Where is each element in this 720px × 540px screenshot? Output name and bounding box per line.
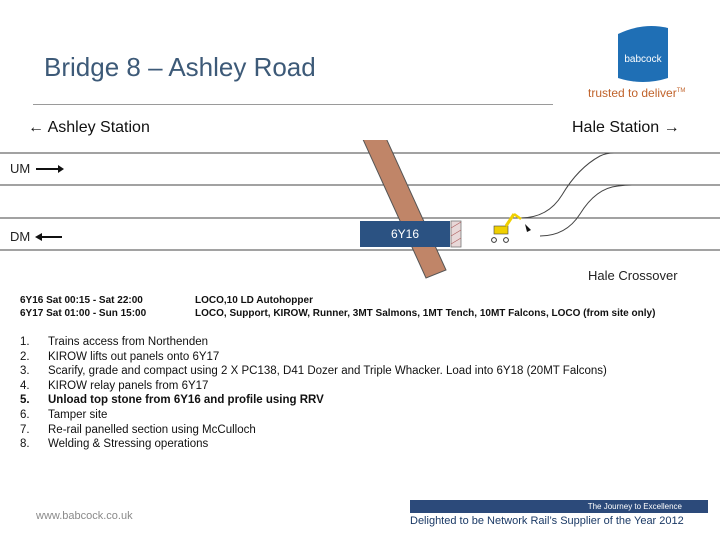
left-station-label: ← Ashley Station [28, 119, 150, 136]
train-consist: LOCO,10 LD Autohopper [195, 295, 313, 306]
title-divider [33, 104, 553, 105]
slide-title: Bridge 8 – Ashley Road [44, 52, 316, 82]
step-number: 1. [20, 336, 30, 348]
train-code: 6Y16 Sat 00:15 - Sat 22:00 [20, 295, 143, 306]
list-item [20, 379, 607, 394]
footer-banner [410, 500, 708, 513]
banner-bottom-text: Delighted to be Network Rail’s Supplier of the Year 2012 [410, 515, 684, 527]
right-station-label: Hale Station → [572, 119, 680, 136]
crossover-label: Hale Crossover [588, 268, 678, 283]
step-text: Trains access from Northenden [48, 336, 209, 348]
step-text: Re-rail panelled section using McCulloch [48, 423, 256, 436]
track-diagram [0, 140, 720, 300]
train-box-label: 6Y16 [390, 227, 420, 241]
step-number: 8. [20, 438, 30, 451]
step-text: Scarify, grade and compact using 2 X PC138, D41 Dozer and Triple Whacker. Load into 6Y18 (20MT Falcons) [48, 365, 607, 378]
babcock-logo [612, 20, 674, 92]
train-code: 6Y17 Sat 01:00 - Sun 15:00 [20, 308, 147, 319]
train-row [20, 294, 655, 307]
list-item [20, 350, 607, 365]
step-text: KIROW relay panels from 6Y17 [48, 379, 209, 392]
list-item [20, 423, 607, 438]
train-consist: LOCO, Support, KIROW, Runner, 3MT Salmons, 1MT Tench, 10MT Falcons, LOCO (from site only) [195, 308, 656, 319]
footer-url: www.babcock.co.uk [36, 510, 133, 522]
step-text: KIROW lifts out panels onto 6Y17 [48, 350, 220, 363]
step-number: 2. [20, 350, 30, 363]
bridge-structure [356, 140, 446, 278]
step-number: 3. [20, 365, 30, 378]
step-number: 5. [20, 394, 30, 407]
train-schedule [20, 294, 655, 320]
logo-tagline: trusted to deliver™ [588, 86, 686, 100]
crossover-curve-lower [540, 185, 632, 236]
step-text: Welding & Stressing operations [48, 438, 209, 451]
step-text: Unload top stone from 6Y16 and profile using RRV [48, 394, 324, 407]
list-item [20, 335, 607, 350]
step-number: 4. [20, 379, 30, 392]
track-label-up: UM [10, 161, 31, 176]
banner-top-text: The Journey to Excellence [587, 502, 682, 511]
work-steps-list [20, 335, 607, 452]
list-item [20, 364, 607, 379]
step-text: Tamper site [48, 408, 108, 421]
trademark-mark: TM [676, 88, 686, 94]
step-number: 7. [20, 423, 30, 436]
train-row [20, 307, 655, 320]
buffer-stop-icon [525, 224, 531, 232]
list-item [20, 393, 607, 408]
step-number: 6. [20, 408, 30, 421]
track-label-down: DM [10, 229, 31, 244]
svg-text:babcock: babcock [624, 54, 662, 65]
list-item [20, 437, 607, 452]
list-item [20, 408, 607, 423]
